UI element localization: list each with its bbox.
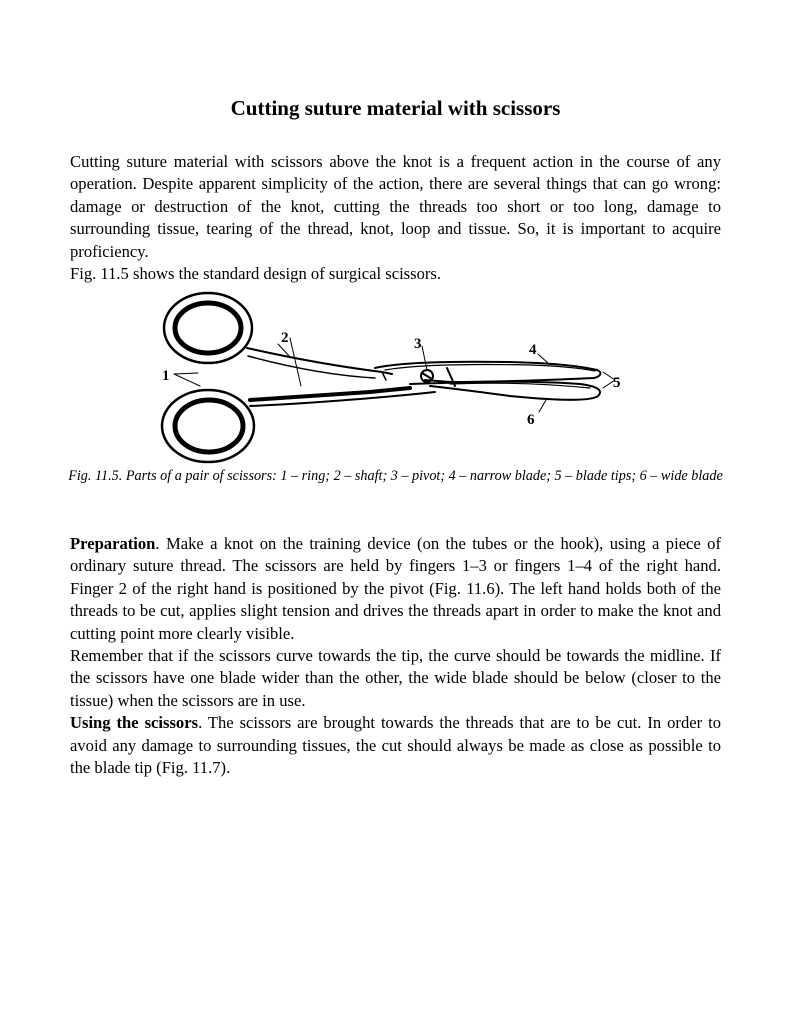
- figure-label-4: 4: [529, 342, 537, 358]
- upper-ring-inner: [175, 303, 241, 353]
- figure-label-2: 2: [281, 330, 289, 346]
- leader-6: [539, 400, 546, 412]
- preparation-heading: Preparation: [70, 534, 156, 553]
- wide-blade: [410, 382, 600, 400]
- using-paragraph: [70, 712, 721, 779]
- figure-label-5: 5: [613, 375, 621, 391]
- intro-paragraph: Cutting suture material with scissors above the knot is a frequent action in the course of any operation. Despite apparent simplicity of the action, there are several things that can go wrong: damage or destruction of the knot, cutting the threads too short or too long, damage to surrounding tissue, tearing of the thread, knot, loop and tissue. So, it is important to acquire proficiency.: [70, 152, 721, 261]
- figure-caption: Fig. 11.5. Parts of a pair of scissors: 1 – ring; 2 – shaft; 3 – pivot; 4 – narrow blade; 5 – blade tips; 6 – wide blade: [68, 468, 723, 484]
- figure-label-1: 1: [162, 368, 170, 384]
- scissors-figure: [150, 288, 640, 466]
- scissors-illustration: [150, 288, 640, 466]
- leader-1: [174, 373, 200, 386]
- figure-label-6: 6: [527, 412, 535, 428]
- figure-intro-paragraph: Fig. 11.5 shows the standard design of surgical scissors.: [70, 264, 442, 284]
- lower-shaft: [250, 388, 410, 400]
- figure-label-3: 3: [414, 336, 422, 352]
- preparation-text: . Make a knot on the training device (on the tubes or the hook), using a piece of ordinary suture thread. The scissors are held by fingers 1–3 or fingers 1–4 of the right hand. Finger 2 of the right hand is positioned by the pivot (Fig. 11.6). The left hand holds both of the threads to be cut, applies slight tension and drives the threads apart in order to make the knot and cutting point more clearly visible.: [70, 534, 721, 643]
- remember-paragraph: Remember that if the scissors curve towards the tip, the curve should be towards the midline. If the scissors have one blade wider than the other, the wide blade should be below (closer to the tissue) when the scissors are in use.: [70, 646, 721, 710]
- lower-ring-inner: [175, 400, 243, 452]
- page-title: Cutting suture material with scissors: [230, 96, 561, 120]
- intro-section: [70, 151, 721, 285]
- instructions-section: [70, 533, 721, 779]
- using-heading: Using the scissors: [70, 713, 199, 733]
- preparation-paragraph: [70, 533, 721, 645]
- using-text: . The scissors are brought towards the threads that are to be cut. In order to avoid any damage to surrounding tissues, the cut should always be made as close as possible to the blade tip (Fig. 11.7).: [70, 713, 721, 778]
